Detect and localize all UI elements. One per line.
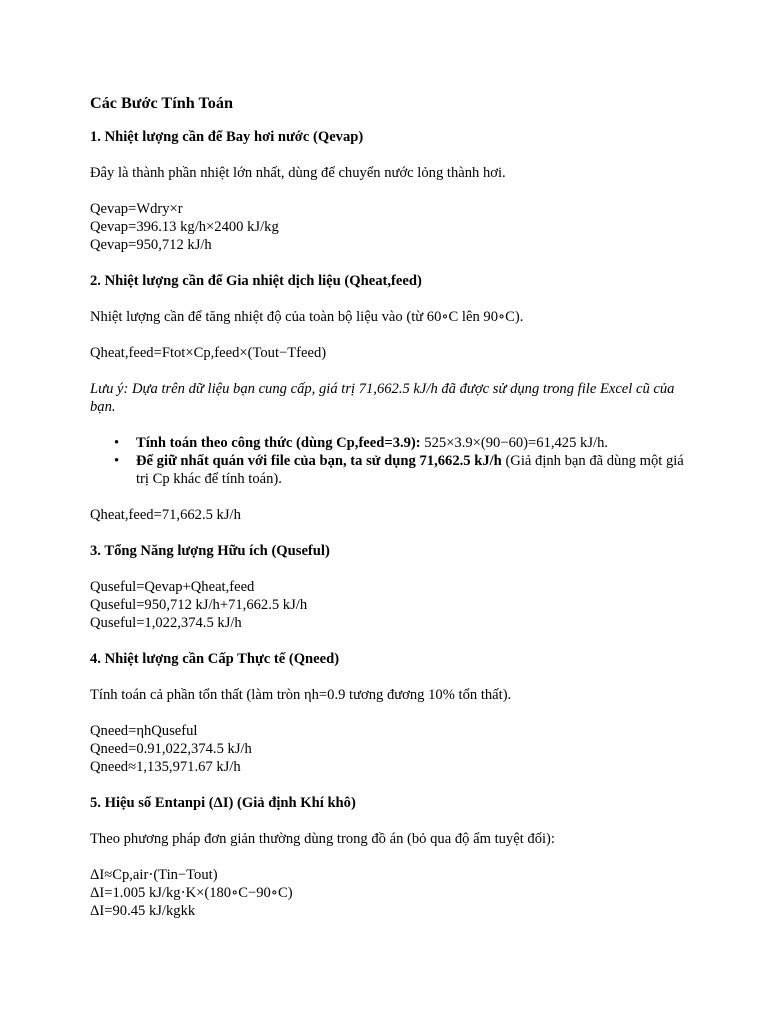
section-4-heading: 4. Nhiệt lượng cần Cấp Thực tế (Qneed) — [90, 651, 340, 667]
section-2-heading: 2. Nhiệt lượng cần để Gia nhiệt dịch liệu (Qheat,feed) — [90, 273, 422, 289]
formula-line: Quseful=Qevap+Qheat,feed — [90, 579, 255, 595]
section-3-heading: 3. Tổng Năng lượng Hữu ích (Quseful) — [90, 543, 330, 559]
formula-line: ΔI≈Cp,air⋅(Tin−Tout) — [90, 867, 218, 883]
formula-line: Qneed=0.91,022,374.5 kJ/h — [90, 741, 252, 757]
section-1-heading: 1. Nhiệt lượng cần để Bay hơi nước (Qevap) — [90, 129, 364, 145]
bullet-bold-text: Để giữ nhất quán với file của bạn, ta sử dụng 71,662.5 kJ/h — [136, 453, 502, 469]
bullet-text: (Giả định bạn đã dùng một giá trị Cp khác để tính toán). — [136, 453, 684, 487]
formula-line: Qneed≈1,135,971.67 kJ/h — [90, 759, 241, 775]
formula-line: Qevap=396.13 kg/h×2400 kJ/kg — [90, 219, 279, 235]
section-2-result: Qheat,feed=71,662.5 kJ/h — [90, 507, 241, 523]
formula-line: ΔI=90.45 kJ/kgkk — [90, 903, 196, 919]
bullet-text: 525×3.9×(90−60)=61,425 kJ/h. — [420, 435, 609, 451]
formula-line: Quseful=1,022,374.5 kJ/h — [90, 615, 242, 631]
bullet-glyph: • — [114, 453, 120, 469]
formula-line: Quseful=950,712 kJ/h+71,662.5 kJ/h — [90, 597, 308, 613]
section-5-intro: Theo phương pháp đơn giản thường dùng trong đồ án (bỏ qua độ ẩm tuyệt đối): — [90, 831, 555, 847]
section-4-intro: Tính toán cả phần tổn thất (làm tròn ηh=0.9 tương đương 10% tổn thất). — [90, 687, 512, 703]
bullet-bold-text: Tính toán theo công thức (dùng Cp,feed=3.9): — [136, 435, 421, 451]
list-item — [114, 452, 690, 488]
section-5-formulas — [90, 866, 690, 920]
formula-line: Qneed=ηhQuseful — [90, 723, 198, 739]
section-2-bullet-list — [90, 434, 690, 488]
formula-line: Qevap=950,712 kJ/h — [90, 237, 212, 253]
section-1-formulas — [90, 200, 690, 254]
formula-line: Qheat,feed=Ftot×Cp,feed×(Tout−Tfeed) — [90, 345, 327, 361]
formula-line: ΔI=1.005 kJ/kg⋅K×(180∘C−90∘C) — [90, 885, 293, 901]
section-2-note: Lưu ý: Dựa trên dữ liệu bạn cung cấp, giá trị 71,662.5 kJ/h đã được sử dụng trong file Excel cũ của bạn. — [90, 381, 675, 415]
bullet-glyph: • — [114, 435, 120, 451]
formula-line: Qevap=Wdry×r — [90, 201, 183, 217]
section-2-formulas — [90, 344, 690, 362]
list-item — [114, 434, 690, 452]
page-title: Các Bước Tính Toán — [90, 94, 233, 112]
section-1-intro: Đây là thành phần nhiệt lớn nhất, dùng để chuyển nước lỏng thành hơi. — [90, 165, 506, 181]
section-5-heading: 5. Hiệu số Entanpi (ΔI) (Giả định Khí khô) — [90, 795, 356, 811]
section-3-formulas — [90, 578, 690, 632]
section-2-intro: Nhiệt lượng cần để tăng nhiệt độ của toàn bộ liệu vào (từ 60∘C lên 90∘C). — [90, 309, 524, 325]
document-page — [90, 92, 690, 938]
section-4-formulas — [90, 722, 690, 776]
